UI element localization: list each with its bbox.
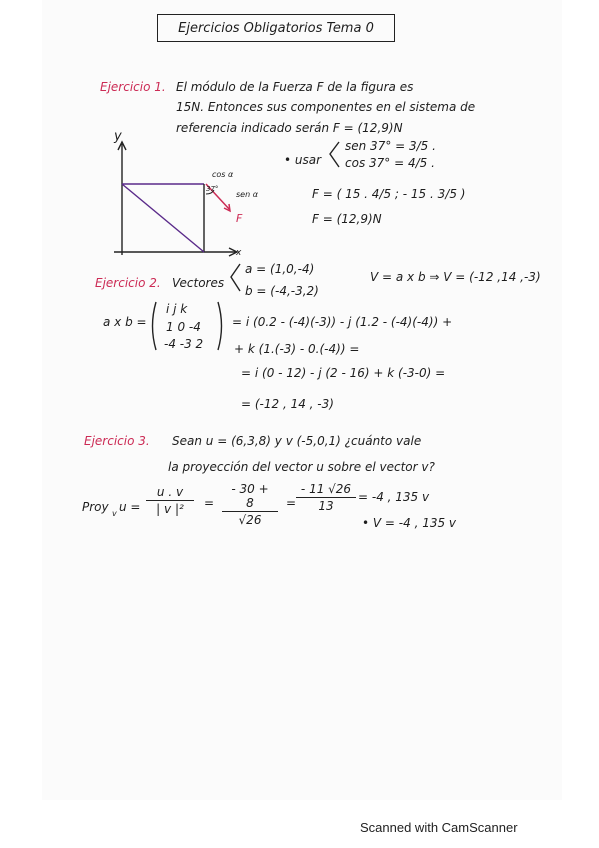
fig-angle-label: 37° — [206, 185, 219, 193]
ex2-vector-a: a = (1,0,-4) — [245, 262, 315, 276]
fig-y-label: y — [114, 129, 122, 144]
ex1-sin: sen 37° = 3/5 . — [345, 139, 436, 153]
ex1-usar: • usar — [284, 153, 322, 167]
fig-force-label: F — [236, 212, 243, 225]
ex2-vector-b: b = (-4,-3,2) — [245, 284, 319, 298]
ex1-line2: 15N. Entonces sus componentes en el sistema de — [176, 100, 476, 114]
fraction-1-denominator: | v |² — [156, 502, 184, 516]
ex1-label: Ejercicio 1. — [100, 80, 166, 94]
ex3-line2: la proyección del vector u sobre el vector v? — [168, 460, 435, 474]
fraction-2 — [222, 482, 278, 527]
matrix-row-2: 1 0 -4 — [166, 320, 201, 334]
ex2-axb: a x b = — [103, 315, 147, 329]
fraction-3 — [296, 482, 356, 513]
ex1-line3: referencia indicado serán F = (12,9)N — [176, 121, 403, 135]
footer-watermark: Scanned with CamScanner — [360, 820, 518, 835]
matrix-row-3: -4 -3 2 — [164, 337, 204, 351]
ex2-vectores: Vectores — [172, 276, 225, 290]
proy-subscript: v — [112, 509, 117, 518]
fraction-3-denominator: 13 — [318, 499, 334, 513]
equals-1: = — [204, 496, 215, 510]
ex2-line4: = (-12 , 14 , -3) — [241, 397, 334, 411]
ex2-line1: = i (0.2 - (-4)(-3)) - j (1.2 - (-4)(-4)) + — [232, 315, 453, 329]
ex1-line1: El módulo de la Fuerza F de la figura es — [176, 80, 414, 94]
fig-sen-label: sen α — [236, 190, 258, 199]
ex2-result: V = a x b ⇒ V = (-12 ,14 ,-3) — [370, 270, 541, 284]
ex1-cos: cos 37° = 4/5 . — [345, 156, 435, 170]
ex2-line2: + k (1.(-3) - 0.(-4)) = — [234, 342, 360, 356]
fraction-2-denominator: √26 — [238, 513, 262, 527]
ex1-calc1: F = ( 15 . 4/5 ; - 15 . 3/5 ) — [312, 187, 466, 201]
ex3-label: Ejercicio 3. — [84, 434, 150, 448]
fraction-1 — [146, 485, 194, 516]
brace-icon — [327, 140, 341, 170]
matrix-row-1: i j k — [166, 302, 188, 316]
fraction-3-numerator: - 11 √26 — [296, 482, 356, 498]
ex2-line3: = i (0 - 12) - j (2 - 16) + k (-3-0) = — [241, 366, 446, 380]
ex3-final: • V = -4 , 135 v — [362, 516, 457, 530]
equals-2: = — [286, 496, 297, 510]
fraction-1-numerator: u . v — [146, 485, 194, 501]
brace-icon — [228, 262, 242, 294]
proy-label: Proy — [82, 500, 109, 514]
ex2-label: Ejercicio 2. — [95, 276, 161, 290]
fraction-2-numerator: - 30 + 8 — [222, 482, 278, 512]
ex3-line1: Sean u = (6,3,8) y v (-5,0,1) ¿cuánto vale — [172, 434, 422, 448]
fig-x-label: x — [236, 248, 242, 258]
force-diagram — [108, 140, 248, 265]
fig-cos-label: cos α — [212, 170, 234, 179]
proy-u: u = — [119, 500, 141, 514]
ex3-result: = -4 , 135 v — [358, 490, 430, 504]
page-title: Ejercicios Obligatorios Tema 0 — [157, 14, 395, 42]
ex1-calc2: F = (12,9)N — [312, 212, 382, 226]
